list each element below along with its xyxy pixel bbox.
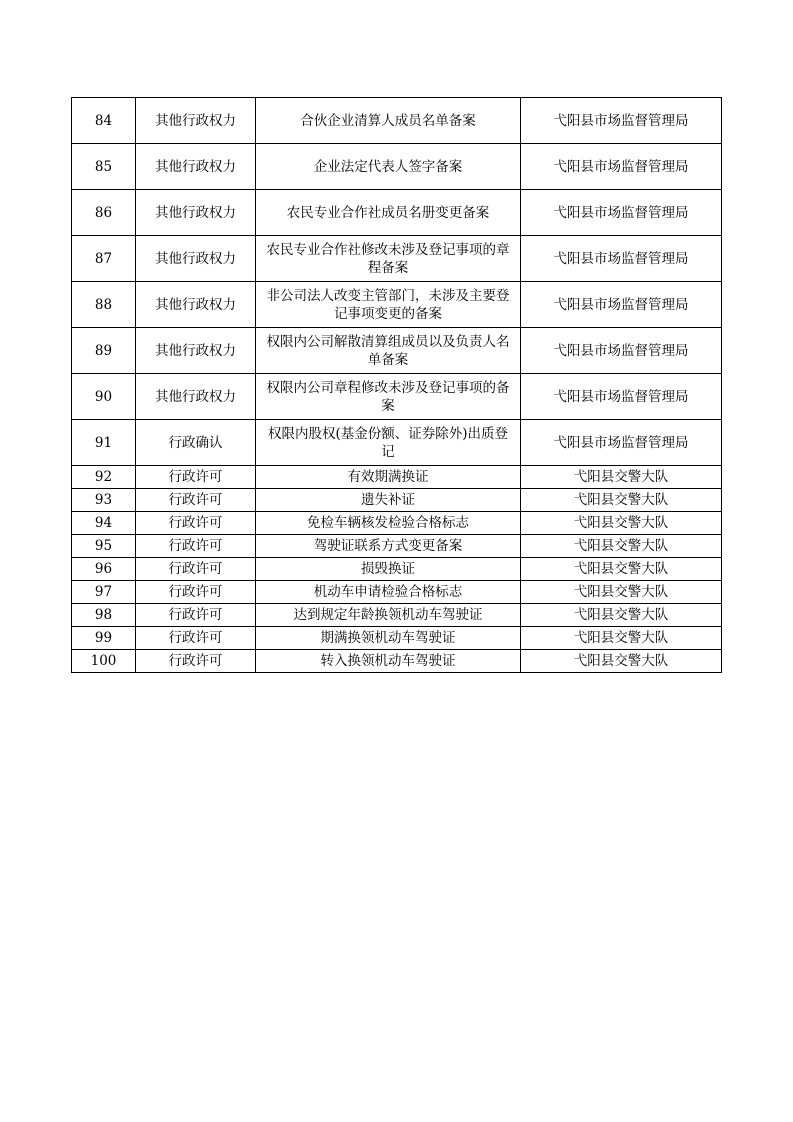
power-type: 其他行政权力 [136,236,256,282]
item-name: 权限内公司解散清算组成员以及负责人名单备案 [266,333,510,368]
row-number: 86 [72,190,136,236]
department: 弋阳县市场监督管理局 [521,144,722,190]
power-type: 行政许可 [136,535,256,558]
power-type: 行政许可 [136,512,256,535]
department: 弋阳县交警大队 [521,558,722,581]
row-number: 95 [72,535,136,558]
department: 弋阳县交警大队 [521,512,722,535]
item-name-cell [256,489,521,512]
admin-power-table [71,97,722,673]
power-type: 行政许可 [136,650,256,673]
item-name-cell [256,282,521,328]
table-row [72,190,722,236]
power-type: 其他行政权力 [136,98,256,144]
row-number: 91 [72,420,136,466]
item-name-cell [256,190,521,236]
item-name-cell [256,98,521,144]
department: 弋阳县交警大队 [521,650,722,673]
department: 弋阳县市场监督管理局 [521,328,722,374]
table-row [72,627,722,650]
power-type: 其他行政权力 [136,190,256,236]
table-row [72,650,722,673]
row-number: 88 [72,282,136,328]
power-type: 其他行政权力 [136,282,256,328]
row-number: 94 [72,512,136,535]
power-type: 行政许可 [136,558,256,581]
item-name-cell [256,535,521,558]
department: 弋阳县交警大队 [521,604,722,627]
item-name: 权限内股权(基金份额、证券除外)出质登记 [267,425,509,460]
row-number: 90 [72,374,136,420]
row-number: 92 [72,466,136,489]
table-row [72,604,722,627]
item-name: 遗失补证 [361,492,415,508]
table-row [72,558,722,581]
row-number: 89 [72,328,136,374]
item-name-cell [256,236,521,282]
department: 弋阳县市场监督管理局 [521,374,722,420]
item-name: 农民专业合作社成员名册变更备案 [286,204,490,221]
power-type: 其他行政权力 [136,328,256,374]
item-name-cell [256,420,521,466]
table-body [72,98,722,673]
row-number: 84 [72,98,136,144]
item-name-cell [256,581,521,604]
item-name: 机动车申请检验合格标志 [313,584,463,600]
item-name-cell [256,604,521,627]
table-row [72,420,722,466]
power-type: 行政确认 [136,420,256,466]
item-name: 有效期满换证 [347,469,429,485]
item-name: 合伙企业清算人成员名单备案 [300,112,476,129]
department: 弋阳县交警大队 [521,581,722,604]
item-name: 农民专业合作社修改未涉及登记事项的章程备案 [266,241,510,276]
department: 弋阳县交警大队 [521,627,722,650]
item-name-cell [256,328,521,374]
item-name-cell [256,374,521,420]
item-name-cell [256,144,521,190]
department: 弋阳县市场监督管理局 [521,98,722,144]
row-number: 87 [72,236,136,282]
item-name: 达到规定年龄换领机动车驾驶证 [293,607,483,623]
item-name: 非公司法人改变主管部门，未涉及主要登记事项变更的备案 [266,287,510,322]
row-number: 96 [72,558,136,581]
item-name: 权限内公司章程修改未涉及登记事项的备案 [266,379,510,414]
row-number: 93 [72,489,136,512]
power-type: 行政许可 [136,489,256,512]
table-row [72,466,722,489]
row-number: 85 [72,144,136,190]
table-row [72,512,722,535]
item-name-cell [256,627,521,650]
department: 弋阳县交警大队 [521,489,722,512]
item-name-cell [256,650,521,673]
department: 弋阳县市场监督管理局 [521,236,722,282]
item-name: 损毁换证 [361,561,415,577]
row-number: 100 [72,650,136,673]
item-name: 免检车辆核发检验合格标志 [307,515,469,531]
department: 弋阳县市场监督管理局 [521,190,722,236]
table-row [72,144,722,190]
table-row [72,581,722,604]
power-type: 其他行政权力 [136,374,256,420]
item-name: 驾驶证联系方式变更备案 [313,538,463,554]
table-row [72,328,722,374]
department: 弋阳县交警大队 [521,466,722,489]
item-name: 转入换领机动车驾驶证 [320,653,456,669]
power-type: 行政许可 [136,604,256,627]
table-row [72,535,722,558]
power-type: 行政许可 [136,627,256,650]
row-number: 98 [72,604,136,627]
table-row [72,282,722,328]
item-name: 期满换领机动车驾驶证 [320,630,456,646]
item-name: 企业法定代表人签字备案 [313,158,463,175]
item-name-cell [256,558,521,581]
power-type: 其他行政权力 [136,144,256,190]
department: 弋阳县市场监督管理局 [521,282,722,328]
table-row [72,236,722,282]
department: 弋阳县交警大队 [521,535,722,558]
row-number: 99 [72,627,136,650]
item-name-cell [256,512,521,535]
table-row [72,98,722,144]
power-type: 行政许可 [136,581,256,604]
department: 弋阳县市场监督管理局 [521,420,722,466]
table-row [72,489,722,512]
item-name-cell [256,466,521,489]
row-number: 97 [72,581,136,604]
power-type: 行政许可 [136,466,256,489]
table-row [72,374,722,420]
